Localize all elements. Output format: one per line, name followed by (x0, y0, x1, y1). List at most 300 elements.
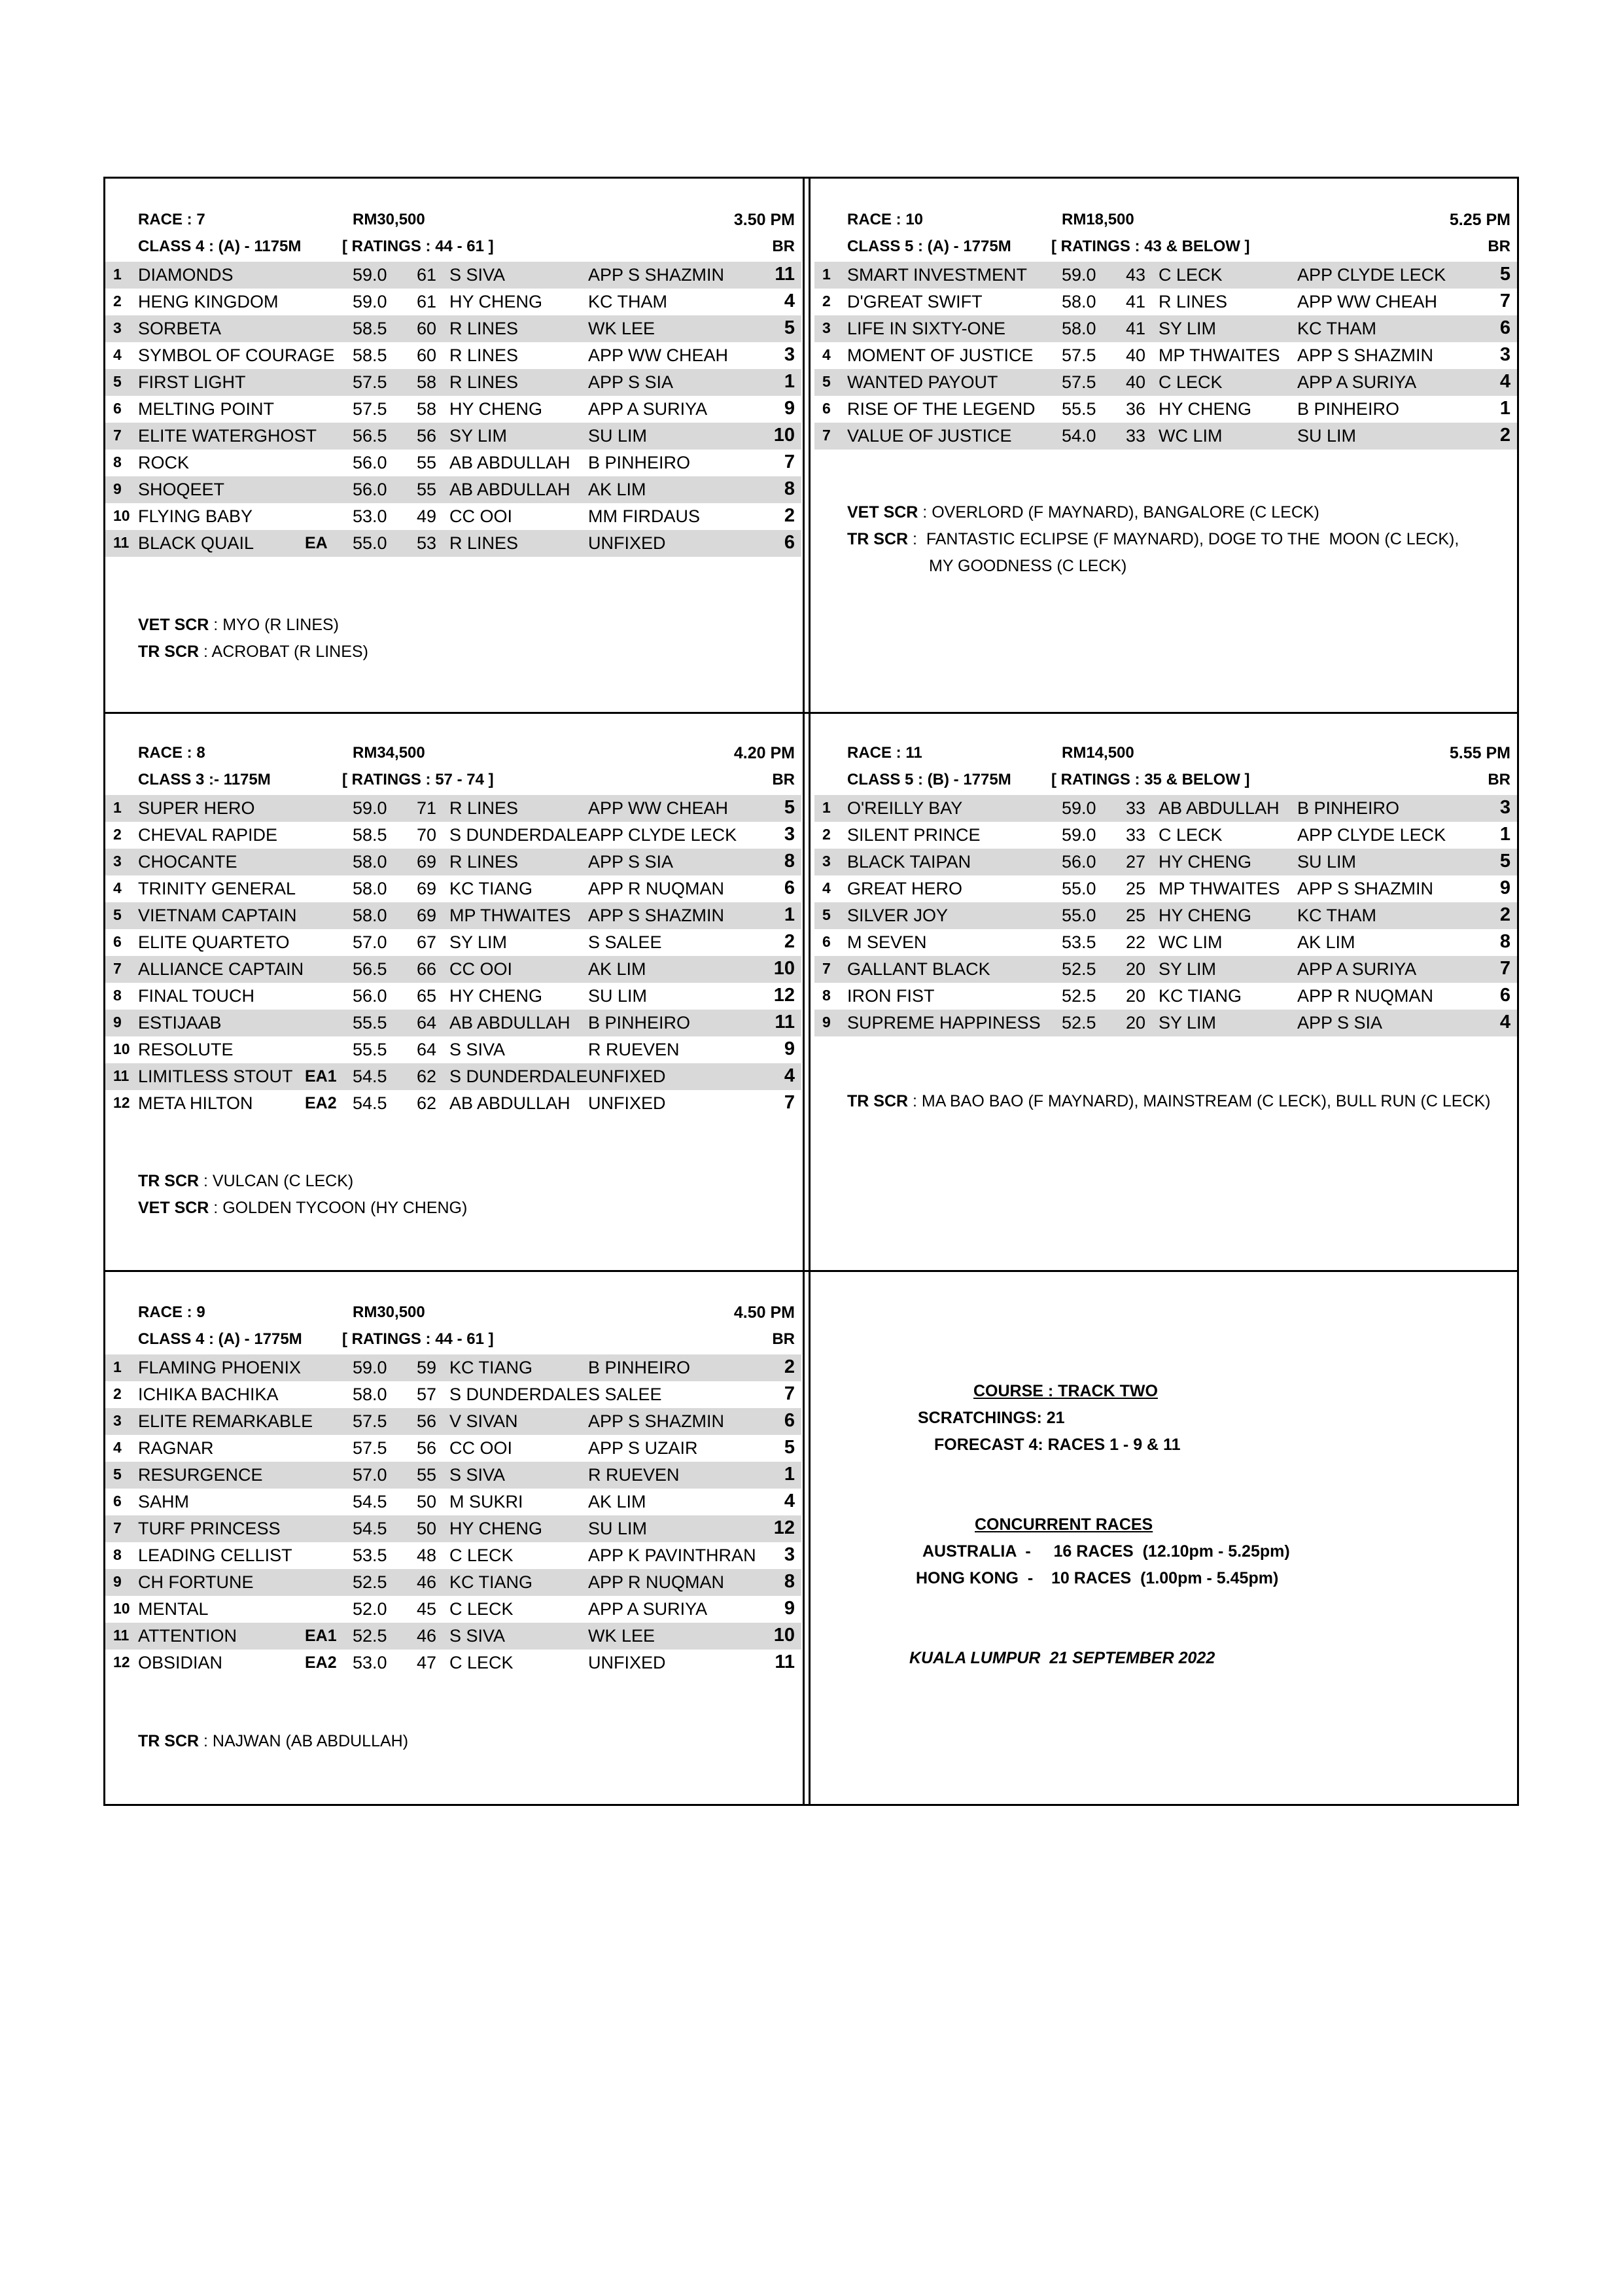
barrier-draw: 11 (775, 1651, 795, 1672)
runner-number: 4 (822, 879, 831, 896)
handicap-weight: 54.0 (1062, 426, 1096, 446)
trainer-name: R LINES (449, 345, 519, 365)
horse-name: D'GREAT SWIFT (847, 292, 983, 311)
trainer-name: M SUKRI (449, 1492, 523, 1511)
rating: 22 (1126, 932, 1146, 952)
ea-marker: EA1 (305, 1627, 337, 1645)
scratching-label: VET SCR (138, 616, 209, 634)
ea-marker: EA1 (305, 1067, 337, 1086)
jockey-name: B PINHEIRO (588, 1358, 691, 1377)
trainer-name: MP THWAITES (449, 906, 571, 925)
race-time: 4.50 PM (733, 1303, 795, 1322)
trainer-name: S DUNDERDALE (449, 1385, 588, 1404)
handicap-weight: 53.5 (1062, 932, 1096, 952)
horse-name: META HILTON (138, 1093, 253, 1113)
horse-name: IRON FIST (847, 986, 935, 1006)
race-prize: RM34,500 (353, 744, 425, 762)
barrier-draw: 10 (773, 958, 795, 979)
handicap-weight: 58.5 (353, 319, 387, 338)
jockey-name: UNFIXED (588, 533, 666, 553)
barrier-draw: 9 (784, 1598, 795, 1619)
trainer-name: AB ABDULLAH (449, 480, 570, 499)
runner-row (105, 1596, 801, 1623)
trainer-name: CC OOI (449, 1438, 513, 1458)
race-panel (814, 208, 1517, 450)
trainer-name: S SIVA (449, 1465, 506, 1485)
runner-row (105, 1435, 801, 1462)
barrier-draw: 4 (784, 291, 795, 311)
runner-row (105, 983, 801, 1010)
rating: 60 (417, 345, 437, 365)
column-divider (803, 179, 811, 1804)
rating: 49 (417, 506, 437, 526)
barrier-draw: 6 (784, 1410, 795, 1431)
jockey-name: APP CLYDE LECK (1297, 265, 1446, 285)
handicap-weight: 56.0 (1062, 852, 1096, 872)
barrier-column-label: BR (772, 1330, 795, 1348)
jockey-name: APP S SHAZMIN (1297, 879, 1434, 898)
horse-name: FLAMING PHOENIX (138, 1358, 302, 1377)
runner-row (105, 289, 801, 315)
runner-row (814, 875, 1517, 902)
barrier-draw: 6 (784, 877, 795, 898)
runner-row (105, 1408, 801, 1435)
scratching-note (847, 1088, 1490, 1115)
rating: 50 (417, 1492, 437, 1511)
trainer-name: CC OOI (449, 959, 513, 979)
barrier-draw: 2 (1499, 425, 1510, 446)
race-time: 5.25 PM (1449, 211, 1510, 229)
horse-name: ICHIKA BACHIKA (138, 1385, 279, 1404)
trainer-name: HY CHENG (449, 1519, 543, 1538)
barrier-draw: 5 (1499, 264, 1510, 285)
handicap-weight: 56.0 (353, 453, 387, 472)
runner-number: 2 (113, 1385, 122, 1402)
horse-name: RISE OF THE LEGEND (847, 399, 1036, 419)
rating: 56 (417, 1438, 437, 1458)
trainer-name: HY CHENG (449, 986, 543, 1006)
handicap-weight: 57.0 (353, 1465, 387, 1485)
jockey-name: APP A SURIYA (1297, 959, 1417, 979)
runner-number: 8 (113, 453, 122, 470)
handicap-weight: 56.0 (353, 986, 387, 1006)
scratching-note (138, 1195, 467, 1222)
handicap-weight: 58.0 (353, 906, 387, 925)
australia-races: AUSTRALIA - 16 RACES (12.10pm - 5.25pm) (922, 1542, 1290, 1561)
race-number: RACE : 9 (138, 1303, 205, 1321)
rating: 62 (417, 1067, 437, 1086)
horse-name: SAHM (138, 1492, 190, 1511)
barrier-draw: 1 (784, 904, 795, 925)
rating: 53 (417, 533, 437, 553)
trainer-name: C LECK (449, 1653, 514, 1672)
horse-name: RAGNAR (138, 1438, 214, 1458)
jockey-name: APP S SIA (588, 372, 674, 392)
horse-name: RESOLUTE (138, 1040, 234, 1059)
race-class: CLASS 3 :- 1175M (138, 771, 271, 788)
rating: 62 (417, 1093, 437, 1113)
runner-row (105, 1650, 801, 1676)
rating: 69 (417, 906, 437, 925)
jockey-name: APP S SHAZMIN (588, 906, 725, 925)
handicap-weight: 59.0 (353, 798, 387, 818)
scratching-text: : FANTASTIC ECLIPSE (F MAYNARD), DOGE TO THE MOON (C LECK), (908, 530, 1459, 548)
jockey-name: APP S SHAZMIN (588, 265, 725, 285)
trainer-name: R LINES (449, 533, 519, 553)
barrier-draw: 2 (784, 931, 795, 952)
rating: 25 (1126, 879, 1146, 898)
jockey-name: AK LIM (1297, 932, 1355, 952)
runner-row (814, 369, 1517, 396)
horse-name: GREAT HERO (847, 879, 963, 898)
runner-number: 3 (113, 853, 122, 870)
trainer-name: C LECK (449, 1599, 514, 1619)
scratching-label: VET SCR (847, 503, 918, 521)
runner-row (105, 1090, 801, 1117)
handicap-weight: 52.5 (353, 1572, 387, 1592)
jockey-name: R RUEVEN (588, 1465, 680, 1485)
runner-row (105, 795, 801, 822)
jockey-name: APP K PAVINTHRAN (588, 1545, 756, 1565)
handicap-weight: 58.0 (1062, 319, 1096, 338)
race-number: RACE : 8 (138, 744, 205, 762)
barrier-draw: 3 (1499, 344, 1510, 365)
runner-number: 7 (822, 960, 831, 977)
trainer-name: C LECK (449, 1545, 514, 1565)
rating: 55 (417, 1465, 437, 1485)
horse-name: MENTAL (138, 1599, 209, 1619)
scratching-text: : NAJWAN (AB ABDULLAH) (199, 1732, 409, 1750)
runner-number: 8 (113, 987, 122, 1004)
runner-row (105, 1063, 801, 1090)
rating: 56 (417, 426, 437, 446)
race-panel (105, 1301, 801, 1676)
horse-name: FIRST LIGHT (138, 372, 246, 392)
handicap-weight: 55.0 (1062, 906, 1096, 925)
barrier-draw: 12 (773, 1517, 795, 1538)
horse-name: ATTENTION (138, 1626, 237, 1646)
horse-name: SUPREME HAPPINESS (847, 1013, 1041, 1033)
runner-number: 5 (113, 373, 122, 390)
rating: 58 (417, 372, 437, 392)
runner-number: 5 (113, 906, 122, 923)
barrier-draw: 9 (1499, 877, 1510, 898)
runner-row (105, 262, 801, 289)
runner-number: 7 (113, 1519, 122, 1536)
barrier-draw: 10 (773, 1625, 795, 1646)
runner-number: 4 (113, 1439, 122, 1456)
handicap-weight: 56.0 (353, 480, 387, 499)
rating: 33 (1126, 798, 1146, 818)
barrier-draw: 8 (784, 478, 795, 499)
runner-number: 12 (113, 1653, 130, 1670)
jockey-name: APP R NUQMAN (588, 879, 725, 898)
trainer-name: C LECK (1159, 265, 1223, 285)
trainer-name: C LECK (1159, 372, 1223, 392)
runner-number: 3 (822, 853, 831, 870)
jockey-name: SU LIM (588, 426, 648, 446)
trainer-name: WC LIM (1159, 426, 1223, 446)
race-header (814, 208, 1517, 262)
rating: 36 (1126, 399, 1146, 419)
trainer-name: C LECK (1159, 825, 1223, 845)
scratching-label: VET SCR (138, 1199, 209, 1217)
scratching-note (138, 1728, 408, 1755)
race-ratings: [ RATINGS : 35 & BELOW ] (1051, 771, 1250, 788)
scratching-text: : VULCAN (C LECK) (199, 1172, 354, 1190)
barrier-draw: 6 (1499, 985, 1510, 1006)
handicap-weight: 56.5 (353, 959, 387, 979)
runner-row (105, 476, 801, 503)
jockey-name: SU LIM (1297, 852, 1357, 872)
trainer-name: AB ABDULLAH (449, 1013, 570, 1033)
jockey-name: AK LIM (588, 1492, 646, 1511)
runner-number: 6 (113, 400, 122, 417)
barrier-draw: 2 (784, 505, 795, 526)
horse-name: SORBETA (138, 319, 222, 338)
horse-name: CHEVAL RAPIDE (138, 825, 278, 845)
horse-name: TURF PRINCESS (138, 1519, 281, 1538)
runner-number: 9 (113, 1014, 122, 1031)
concurrent-races-title: CONCURRENT RACES (975, 1515, 1153, 1534)
meeting-date: KUALA LUMPUR 21 SEPTEMBER 2022 (909, 1649, 1215, 1667)
runner-row (105, 875, 801, 902)
scratching-text: MY GOODNESS (C LECK) (929, 557, 1127, 575)
runner-row (105, 450, 801, 476)
runner-row (105, 530, 801, 557)
jockey-name: APP A SURIYA (588, 1599, 708, 1619)
trainer-name: HY CHENG (449, 292, 543, 311)
trainer-name: CC OOI (449, 506, 513, 526)
jockey-name: SU LIM (1297, 426, 1357, 446)
jockey-name: MM FIRDAUS (588, 506, 700, 526)
barrier-draw: 8 (784, 851, 795, 872)
horse-name: VIETNAM CAPTAIN (138, 906, 297, 925)
barrier-draw: 7 (784, 1092, 795, 1113)
barrier-column-label: BR (1488, 238, 1510, 255)
runner-row (814, 956, 1517, 983)
runner-number: 10 (113, 507, 130, 524)
runner-row (105, 1515, 801, 1542)
jockey-name: KC THAM (588, 292, 668, 311)
runner-number: 12 (113, 1094, 130, 1111)
rating: 43 (1126, 265, 1146, 285)
horse-name: SUPER HERO (138, 798, 255, 818)
rating: 70 (417, 825, 437, 845)
race-panel (105, 741, 801, 1117)
trainer-name: SY LIM (1159, 959, 1217, 979)
horse-name: CHOCANTE (138, 852, 237, 872)
runner-row (814, 1010, 1517, 1036)
race-prize: RM30,500 (353, 211, 425, 228)
rating: 67 (417, 932, 437, 952)
rating: 60 (417, 319, 437, 338)
scratching-label: TR SCR (138, 1172, 200, 1190)
horse-name: HENG KINGDOM (138, 292, 279, 311)
runner-row (814, 396, 1517, 423)
barrier-column-label: BR (1488, 771, 1510, 788)
horse-name: ROCK (138, 453, 190, 472)
horse-name: OBSIDIAN (138, 1653, 223, 1672)
horse-name: LEADING CELLIST (138, 1545, 292, 1565)
trainer-name: S DUNDERDALE (449, 1067, 588, 1086)
scratching-text: : GOLDEN TYCOON (HY CHENG) (209, 1199, 468, 1217)
runner-row (105, 1542, 801, 1569)
race-header (814, 741, 1517, 795)
race-panel (105, 208, 801, 557)
scratching-label: TR SCR (138, 643, 200, 661)
scratching-text: : MA BAO BAO (F MAYNARD), MAINSTREAM (C LECK), BULL RUN (C LECK) (908, 1092, 1491, 1110)
rating: 65 (417, 986, 437, 1006)
horse-name: VALUE OF JUSTICE (847, 426, 1012, 446)
rating: 69 (417, 852, 437, 872)
runner-number: 4 (113, 879, 122, 896)
horse-name: SILENT PRINCE (847, 825, 981, 845)
horse-name: O'REILLY BAY (847, 798, 963, 818)
runner-number: 11 (113, 1067, 130, 1084)
trainer-name: S SIVA (449, 265, 506, 285)
jockey-name: B PINHEIRO (1297, 399, 1400, 419)
rating: 57 (417, 1385, 437, 1404)
barrier-draw: 5 (784, 797, 795, 818)
row-divider (105, 712, 1517, 714)
horse-name: ELITE QUARTETO (138, 932, 290, 952)
runner-number: 6 (113, 1492, 122, 1510)
horse-name: ELITE REMARKABLE (138, 1411, 313, 1431)
barrier-draw: 9 (784, 1038, 795, 1059)
runner-row (105, 1381, 801, 1408)
scratching-text: : MYO (R LINES) (209, 616, 339, 634)
barrier-draw: 2 (1499, 904, 1510, 925)
scratching-label: TR SCR (847, 530, 909, 548)
barrier-draw: 7 (1499, 291, 1510, 311)
race-ratings: [ RATINGS : 43 & BELOW ] (1051, 238, 1250, 255)
barrier-draw: 4 (1499, 371, 1510, 392)
jockey-name: B PINHEIRO (1297, 798, 1400, 818)
runner-number: 2 (113, 826, 122, 843)
runner-number: 3 (113, 319, 122, 336)
barrier-draw: 8 (784, 1571, 795, 1592)
barrier-draw: 2 (784, 1356, 795, 1377)
barrier-draw: 1 (784, 371, 795, 392)
runner-number: 7 (113, 960, 122, 977)
barrier-draw: 7 (784, 1383, 795, 1404)
runner-number: 6 (822, 400, 831, 417)
rating: 48 (417, 1545, 437, 1565)
runner-row (105, 1010, 801, 1036)
runner-number: 2 (822, 826, 831, 843)
barrier-draw: 4 (1499, 1012, 1510, 1033)
horse-name: DIAMONDS (138, 265, 234, 285)
trainer-name: KC TIANG (449, 1358, 533, 1377)
rating: 41 (1126, 292, 1146, 311)
runner-number: 11 (113, 1627, 130, 1644)
horse-name: RESURGENCE (138, 1465, 263, 1485)
handicap-weight: 54.5 (353, 1519, 387, 1538)
rating: 59 (417, 1358, 437, 1377)
handicap-weight: 55.5 (353, 1040, 387, 1059)
handicap-weight: 53.0 (353, 1653, 387, 1672)
runner-number: 8 (113, 1546, 122, 1563)
race-panel (814, 741, 1517, 1036)
barrier-draw: 10 (773, 425, 795, 446)
race-ratings: [ RATINGS : 44 - 61 ] (342, 238, 494, 255)
rating: 69 (417, 879, 437, 898)
rating: 58 (417, 399, 437, 419)
jockey-name: APP S UZAIR (588, 1438, 698, 1458)
runner-number: 5 (113, 1466, 122, 1483)
trainer-name: R LINES (449, 319, 519, 338)
runner-number: 5 (822, 373, 831, 390)
scratching-note (929, 553, 1126, 580)
trainer-name: S SIVA (449, 1040, 506, 1059)
runner-number: 2 (113, 292, 122, 309)
handicap-weight: 53.5 (353, 1545, 387, 1565)
handicap-weight: 59.0 (353, 1358, 387, 1377)
race-number: RACE : 10 (847, 211, 924, 228)
runner-row (814, 423, 1517, 450)
trainer-name: R LINES (449, 372, 519, 392)
scratching-label: TR SCR (847, 1092, 909, 1110)
race-class: CLASS 5 : (A) - 1775M (847, 238, 1011, 255)
runner-number: 10 (113, 1040, 130, 1057)
handicap-weight: 52.5 (1062, 986, 1096, 1006)
jockey-name: AK LIM (588, 959, 646, 979)
rating: 66 (417, 959, 437, 979)
handicap-weight: 57.5 (353, 399, 387, 419)
runner-number: 9 (113, 1573, 122, 1590)
runner-number: 1 (822, 266, 831, 283)
runner-row (814, 262, 1517, 289)
runner-row (105, 1623, 801, 1650)
jockey-name: APP WW CHEAH (1297, 292, 1438, 311)
runner-number: 8 (822, 987, 831, 1004)
race-number: RACE : 7 (138, 211, 205, 228)
runner-row (814, 822, 1517, 849)
runner-row (105, 1354, 801, 1381)
trainer-name: V SIVAN (449, 1411, 518, 1431)
runner-row (814, 315, 1517, 342)
trainer-name: AB ABDULLAH (449, 453, 570, 472)
rating: 41 (1126, 319, 1146, 338)
barrier-draw: 1 (1499, 398, 1510, 419)
barrier-draw: 5 (1499, 851, 1510, 872)
barrier-draw: 6 (1499, 317, 1510, 338)
runner-number: 9 (822, 1014, 831, 1031)
rating: 27 (1126, 852, 1146, 872)
rating: 33 (1126, 825, 1146, 845)
trainer-name: HY CHENG (1159, 852, 1252, 872)
handicap-weight: 55.5 (353, 1013, 387, 1033)
horse-name: CH FORTUNE (138, 1572, 254, 1592)
horse-name: WANTED PAYOUT (847, 372, 998, 392)
barrier-draw: 3 (784, 1544, 795, 1565)
jockey-name: S SALEE (588, 1385, 662, 1404)
jockey-name: APP S SIA (588, 852, 674, 872)
trainer-name: SY LIM (449, 932, 508, 952)
barrier-draw: 1 (1499, 824, 1510, 845)
runner-number: 1 (113, 1358, 122, 1375)
horse-name: ELITE WATERGHOST (138, 426, 317, 446)
barrier-draw: 11 (775, 1012, 795, 1033)
barrier-draw: 3 (1499, 797, 1510, 818)
runner-row (105, 396, 801, 423)
horse-name: MELTING POINT (138, 399, 275, 419)
jockey-name: B PINHEIRO (588, 453, 691, 472)
rating: 61 (417, 265, 437, 285)
ea-marker: EA (305, 534, 328, 552)
barrier-draw: 3 (784, 824, 795, 845)
